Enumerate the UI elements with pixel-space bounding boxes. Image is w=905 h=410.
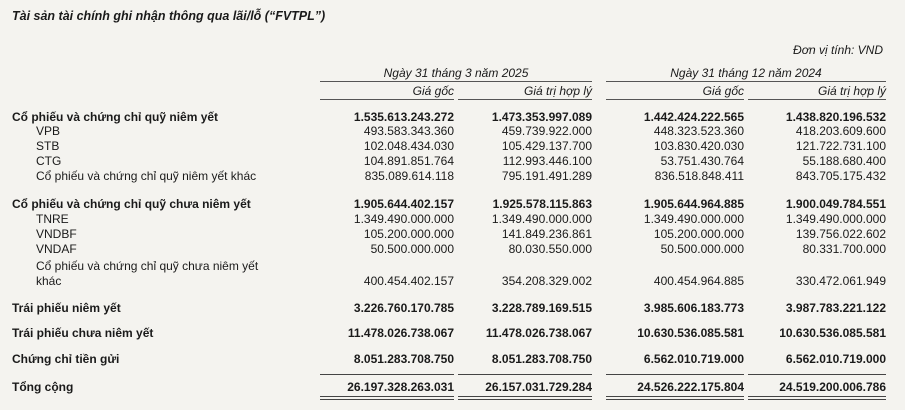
cell-value: 843.705.175.432 [795, 169, 886, 183]
column-header-fair-value-2025: Giá trị hợp lý [458, 84, 592, 100]
double-underline [458, 396, 592, 400]
cell-value: 121.722.731.100 [795, 139, 886, 153]
table-row [12, 212, 892, 226]
cell-value: 10.630.536.085.581 [637, 326, 744, 340]
cell-value: 448.323.523.360 [653, 124, 744, 138]
row-label: VNDAF [36, 242, 77, 256]
row-label: Trái phiếu chưa niêm yết [12, 326, 154, 340]
cell-value: 50.500.000.000 [660, 242, 744, 256]
total-rule [748, 374, 886, 375]
total-rule [458, 374, 592, 375]
cell-value: 105.200.000.000 [363, 227, 454, 241]
cell-value: 55.188.680.400 [802, 154, 886, 168]
row-label: Cổ phiếu và chứng chỉ quỹ niêm yết [12, 110, 219, 124]
table-row [12, 197, 892, 211]
cell-value: 24.526.222.175.804 [637, 380, 744, 394]
cell-value: 354.208.329.002 [501, 274, 592, 288]
cell-value: 11.478.026.738.067 [347, 326, 454, 340]
cell-value: 795.191.491.289 [501, 169, 592, 183]
cell-value: 400.454.402.157 [363, 274, 454, 288]
table-row [12, 124, 892, 138]
row-label: Tổng cộng [12, 380, 74, 394]
row-label: VNDBF [36, 227, 77, 241]
cell-value: 26.197.328.263.031 [347, 380, 454, 394]
column-header-cost-2024: Giá gốc [606, 84, 744, 100]
cell-value: 10.630.536.085.581 [779, 326, 886, 340]
table-row [12, 301, 892, 315]
cell-value: 1.473.353.997.089 [491, 110, 592, 124]
cell-value: 139.756.022.602 [795, 227, 886, 241]
cell-value: 1.349.490.000.000 [785, 212, 886, 226]
table-row [12, 242, 892, 256]
cell-value: 3.226.760.170.785 [353, 301, 454, 315]
row-label: Cổ phiếu và chứng chỉ quỹ niêm yết khác [36, 169, 257, 183]
cell-value: 1.905.644.402.157 [353, 197, 454, 211]
column-header-cost-2025: Giá gốc [320, 84, 454, 100]
cell-value: 8.051.283.708.750 [491, 352, 592, 366]
period-header-2024: Ngày 31 tháng 12 năm 2024 [606, 66, 886, 82]
cell-value: 3.987.783.221.122 [785, 301, 886, 315]
table-row [12, 274, 892, 288]
table-row-total [12, 380, 892, 394]
row-label-continued: khác [36, 274, 62, 288]
cell-value: 1.442.424.222.565 [643, 110, 744, 124]
row-label: STB [36, 139, 60, 153]
cell-value: 3.985.606.183.773 [643, 301, 744, 315]
table-row [12, 110, 892, 124]
row-label: TNRE [36, 212, 69, 226]
cell-value: 24.519.200.006.786 [779, 380, 886, 394]
row-label: VPB [36, 124, 61, 138]
period-header-2025: Ngày 31 tháng 3 năm 2025 [320, 66, 592, 82]
cell-value: 50.500.000.000 [370, 242, 454, 256]
cell-value: 1.900.049.784.551 [785, 197, 886, 211]
cell-value: 1.349.490.000.000 [353, 212, 454, 226]
cell-value: 102.048.434.030 [363, 139, 454, 153]
cell-value: 400.454.964.885 [653, 274, 744, 288]
cell-value: 80.331.700.000 [802, 242, 886, 256]
cell-value: 835.089.614.118 [364, 169, 454, 183]
cell-value: 1.535.613.243.272 [353, 110, 454, 124]
cell-value: 1.349.490.000.000 [491, 212, 592, 226]
total-rule [606, 374, 744, 375]
cell-value: 105.429.137.700 [501, 139, 592, 153]
row-label: Cổ phiếu và chứng chỉ quỹ chưa niêm yết [36, 259, 259, 273]
double-underline [320, 396, 454, 400]
currency-unit: Đơn vị tính: VND [793, 43, 883, 57]
cell-value: 26.157.031.729.284 [485, 380, 592, 394]
row-label: Cổ phiếu và chứng chỉ quỹ chưa niêm yết [12, 197, 251, 211]
cell-value: 80.030.550.000 [508, 242, 592, 256]
table-row-label-line1 [12, 259, 892, 273]
cell-value: 104.891.851.764 [363, 154, 454, 168]
double-underline [748, 396, 886, 400]
cell-value: 8.051.283.708.750 [353, 352, 454, 366]
cell-value: 141.849.236.861 [501, 227, 592, 241]
cell-value: 112.993.446.100 [502, 154, 592, 168]
cell-value: 459.739.922.000 [501, 124, 592, 138]
table-row [12, 227, 892, 241]
row-label: Trái phiếu niêm yết [12, 301, 121, 315]
table-title: Tài sản tài chính ghi nhận thông qua lãi/lỗ (“FVTPL”) [12, 9, 326, 23]
cell-value: 11.478.026.738.067 [485, 326, 592, 340]
column-header-fair-value-2024: Giá trị hợp lý [748, 84, 886, 100]
row-label: Chứng chỉ tiền gửi [12, 352, 120, 366]
cell-value: 1.349.490.000.000 [643, 212, 744, 226]
cell-value: 3.228.789.169.515 [491, 301, 592, 315]
table-row [12, 139, 892, 153]
cell-value: 6.562.010.719.000 [643, 352, 744, 366]
table-row [12, 169, 892, 183]
table-row [12, 326, 892, 340]
cell-value: 6.562.010.719.000 [785, 352, 886, 366]
cell-value: 836.518.848.411 [654, 169, 744, 183]
cell-value: 53.751.430.764 [660, 154, 744, 168]
total-rule [320, 374, 454, 375]
cell-value: 1.438.820.196.532 [785, 110, 886, 124]
cell-value: 1.905.644.964.885 [643, 197, 744, 211]
cell-value: 330.472.061.949 [795, 274, 886, 288]
row-label: CTG [36, 154, 62, 168]
cell-value: 103.830.420.030 [653, 139, 744, 153]
cell-value: 1.925.578.115.863 [492, 197, 592, 211]
table-row [12, 352, 892, 366]
cell-value: 493.583.343.360 [363, 124, 454, 138]
double-underline [606, 396, 744, 400]
cell-value: 418.203.609.600 [795, 124, 886, 138]
table-row [12, 154, 892, 168]
cell-value: 105.200.000.000 [653, 227, 744, 241]
